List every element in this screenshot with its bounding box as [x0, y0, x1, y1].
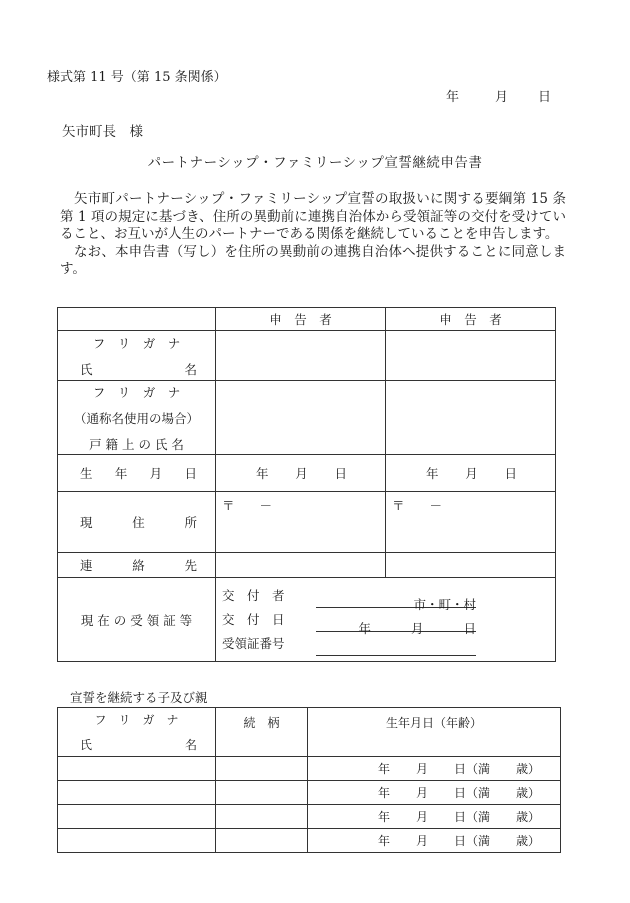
birthdate-day: 日	[504, 466, 517, 481]
relationship-header: 続 柄	[216, 708, 308, 757]
applicant-header-2: 申 告 者	[386, 308, 556, 331]
child-birthdate-field[interactable]	[308, 805, 561, 829]
alias-note: （通称名使用の場合）	[73, 410, 199, 426]
address-label-char: 現	[80, 515, 93, 530]
children-table	[57, 707, 561, 853]
birthdate-month: 月	[465, 466, 478, 481]
child-birthdate-field[interactable]	[308, 757, 561, 781]
furigana-label: フ リ ガ ナ	[92, 335, 181, 351]
submission-date[interactable]	[446, 86, 551, 105]
child-year: 年	[377, 834, 390, 848]
children-section-title: 宣誓を継続する子及び親	[70, 690, 208, 705]
child-name-field[interactable]	[58, 781, 216, 805]
date-year: 年	[446, 90, 460, 105]
name-label-cell	[58, 331, 216, 381]
document-title: パートナーシップ・ファミリーシップ宣誓継続申告書	[147, 155, 483, 171]
applicant2-contact-field[interactable]	[386, 553, 556, 578]
child-relationship-field[interactable]	[216, 805, 308, 829]
child-age: 歳）	[515, 786, 540, 800]
child-name-label	[58, 736, 215, 753]
birthdate-label	[58, 455, 216, 492]
contact-label	[58, 553, 216, 578]
birthdate-year: 年	[426, 466, 439, 481]
issuer-field[interactable]	[316, 593, 476, 612]
certificate-number-label: 受領証番号	[222, 635, 285, 651]
issue-date-row	[222, 608, 555, 636]
date-day: 日	[538, 90, 552, 105]
applicant1-contact-field[interactable]	[216, 553, 386, 578]
child-relationship-field[interactable]	[216, 829, 308, 853]
declaration-paragraph-1: 矢市町パートナーシップ・ファミリーシップ宣誓の取扱いに関する要綱第 15 条第 1 項の規定に基づき、住所の異動前に連携自治体から受領証等の交付を受けていること、お互いが人生のパートナーである関係を継続していることを申告します。	[60, 191, 566, 242]
address-label	[58, 492, 216, 553]
child-relationship-field[interactable]	[216, 757, 308, 781]
birthdate-day: 日	[334, 466, 347, 481]
contact-label-char: 絡	[132, 558, 145, 573]
name-label	[58, 360, 215, 378]
declaration-paragraph-2: なお、本申告書（写し）を住所の異動前の連携自治体へ提供することに同意します。	[60, 243, 566, 277]
birthdate-label-char: 生	[80, 466, 93, 481]
postal-code-mark: 〒 －	[392, 498, 443, 513]
child-name-field[interactable]	[58, 757, 216, 781]
alias-furigana-label: フ リ ガ ナ	[92, 384, 181, 400]
contact-label-char: 先	[184, 558, 197, 573]
register-name-label-cell	[58, 381, 216, 455]
certificate-label: 現 在 の 受 領 証 等	[58, 578, 216, 662]
applicant-header-1: 申 告 者	[216, 308, 386, 331]
child-birthdate-field[interactable]	[308, 781, 561, 805]
birthdate-label-char: 日	[184, 466, 197, 481]
child-month: 月	[415, 834, 428, 848]
issuer-row	[222, 584, 555, 612]
issue-month: 月	[410, 620, 424, 636]
applicant1-birthdate-field[interactable]	[216, 455, 386, 492]
child-year: 年	[377, 786, 390, 800]
name-label-left: 氏	[80, 361, 93, 377]
address-label-char: 住	[132, 515, 145, 530]
addressee: 矢市町長 様	[62, 124, 143, 140]
child-day: 日（満	[453, 810, 490, 824]
applicant1-register-name-field[interactable]	[216, 381, 386, 455]
birthdate-age-header: 生年月日（年齢）	[308, 708, 561, 757]
child-month: 月	[415, 810, 428, 824]
birthdate-label-char: 年	[114, 466, 128, 481]
child-furigana-label: フ リ ガ ナ	[94, 713, 179, 727]
birthdate-month: 月	[295, 466, 308, 481]
applicant2-name-field[interactable]	[386, 331, 556, 381]
birthdate-year: 年	[256, 466, 269, 481]
applicant1-name-field[interactable]	[216, 331, 386, 381]
child-month: 月	[415, 786, 428, 800]
issuer-value: 市・町・村	[413, 596, 476, 612]
birthdate-label-char: 月	[149, 466, 163, 481]
certificate-number-field[interactable]	[316, 641, 476, 656]
child-name-right: 名	[184, 738, 197, 752]
postal-code-mark: 〒 －	[222, 498, 273, 513]
contact-label-char: 連	[80, 558, 93, 573]
child-relationship-field[interactable]	[216, 781, 308, 805]
applicant2-address-field[interactable]	[386, 492, 556, 553]
issue-date-field[interactable]	[316, 617, 476, 636]
family-register-name-label: 戸 籍 上 の 氏 名	[89, 436, 184, 452]
issuer-label: 交 付 者	[222, 587, 285, 603]
issue-day: 日	[463, 620, 476, 636]
child-year: 年	[377, 762, 390, 776]
child-day: 日（満	[453, 834, 490, 848]
certificate-number-row	[222, 632, 555, 656]
child-age: 歳）	[515, 834, 540, 848]
applicant1-address-field[interactable]	[216, 492, 386, 553]
date-month: 月	[495, 90, 509, 105]
name-label-right: 名	[184, 361, 197, 377]
issue-date-label: 交 付 日	[222, 611, 285, 627]
child-name-header	[58, 708, 216, 757]
applicant2-register-name-field[interactable]	[386, 381, 556, 455]
child-name-field[interactable]	[58, 805, 216, 829]
issue-year: 年	[358, 620, 371, 636]
child-year: 年	[377, 810, 390, 824]
child-age: 歳）	[515, 810, 540, 824]
certificate-details-cell	[216, 578, 556, 662]
header-blank-cell	[58, 308, 216, 331]
child-name-left: 氏	[80, 738, 93, 752]
child-birthdate-field[interactable]	[308, 829, 561, 853]
child-name-field[interactable]	[58, 829, 216, 853]
child-day: 日（満	[453, 786, 490, 800]
form-number: 様式第 11 号（第 15 条関係）	[47, 70, 227, 85]
declaration-text	[60, 191, 566, 279]
applicant-table	[57, 307, 556, 662]
child-age: 歳）	[515, 762, 540, 776]
applicant2-birthdate-field[interactable]	[386, 455, 556, 492]
child-day: 日（満	[453, 762, 490, 776]
child-month: 月	[415, 762, 428, 776]
address-label-char: 所	[184, 515, 197, 530]
